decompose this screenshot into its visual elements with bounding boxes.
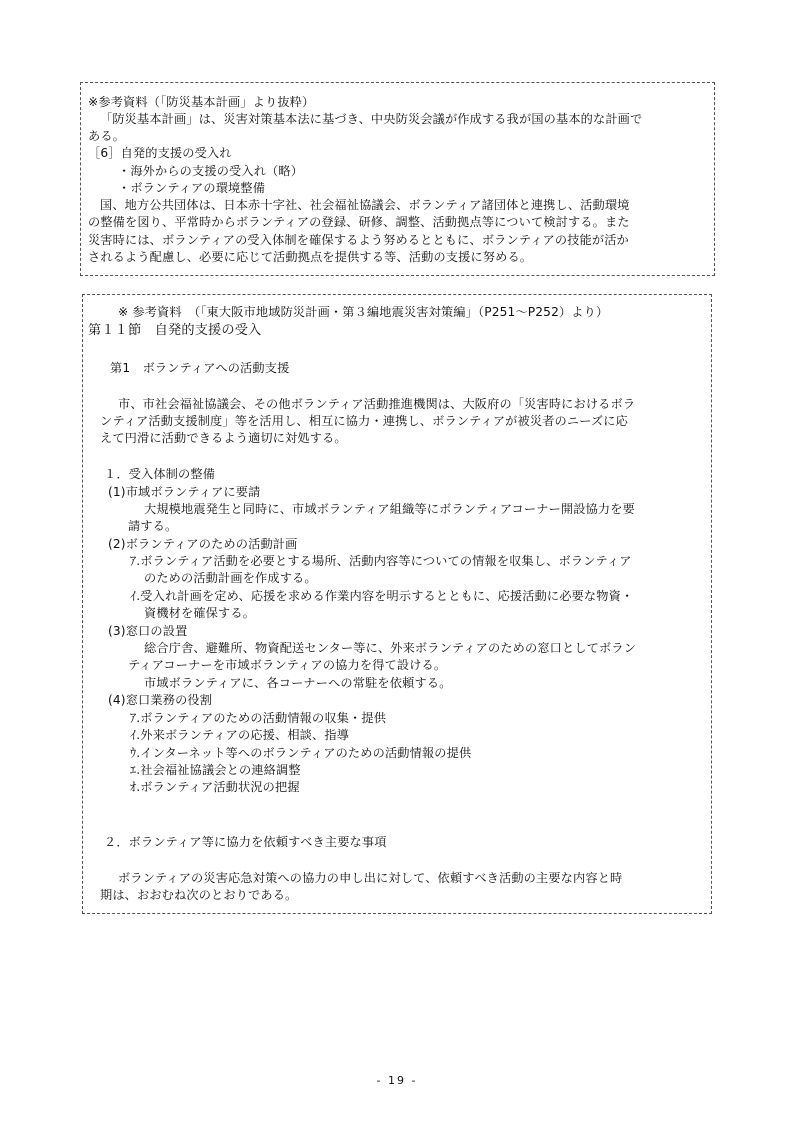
body-line: ある。 (88, 129, 126, 143)
heading-1: １．受入体制の整備 (104, 467, 216, 481)
body-line: えて円滑に活動できるよう適切に対処する。 (100, 431, 347, 445)
bullet-item: ・海外からの支援の受入れ（略） (118, 164, 304, 178)
body-line: 「防災基本計画」は、災害対策基本法に基づき、中央防災会議が作成する我が国の基本的な計画で (100, 112, 643, 126)
reference-heading: ※参考資料（「防災基本計画」より抜粋） (88, 95, 315, 109)
body-line: の整備を図り、平常時からボランティアの登録、研修、調整、活動拠点等について検討する。また (88, 215, 630, 229)
item-heading: (1)市域ボランティアに要請 (108, 485, 261, 499)
bullet-item: ・ボランティアの環境整備 (118, 181, 266, 195)
body-line: のための活動計画を作成する。 (144, 571, 317, 585)
sub-item: ｲ.外来ボランティアの応援、相談、指導 (130, 728, 350, 742)
reference-heading: ※ 参考資料 （「東大阪市地域防災計画・第３編地震災害対策編」（P251～P252）より） (118, 305, 609, 319)
body-line: 市、市社会福祉協議会、その他ボランティア活動推進機関は、大阪府の「災害時におけるボラ (118, 397, 636, 411)
body-line: 国、地方公共団体は、日本赤十字社、社会福祉協議会、ボランティア諸団体と連携し、活動環境 (100, 198, 630, 212)
body-line: ティアコーナーを市域ボランティアの協力を得て設ける。 (128, 658, 447, 672)
excerpt-box-higashiosaka-plan (82, 294, 712, 914)
body-line: ボランティアの災害応急対策への協力の申し出に対して、依頼すべき活動の主要な内容と時 (118, 871, 623, 885)
body-line: 資機材を確保する。 (144, 606, 256, 620)
body-line: 総合庁舎、避難所、物資配送センター等に、外来ボランティアのための窓口としてボラン (144, 641, 637, 655)
sub-item: ｳ.インターネット等へのボランティアのための活動情報の提供 (130, 746, 472, 760)
section-heading: ［6］自発的支援の受入れ (88, 146, 232, 160)
item-heading: (2)ボランティアのための活動計画 (108, 537, 298, 551)
body-line: 請する。 (128, 519, 178, 533)
sub-item: ｴ.社会福祉協議会との連絡調整 (130, 763, 301, 777)
body-line: 大規模地震発生と同時に、市域ボランティア組織等にボランティアコーナー開設協力を要 (144, 502, 635, 516)
body-line: 市域ボランティアに、各コーナーへの常駐を依頼する。 (144, 676, 452, 690)
body-line: されるよう配慮し、必要に応じて活動拠点を提供する等、活動の支援に努める。 (88, 250, 533, 264)
body-line: ンティア活動支援制度」等を活用し、相互に協力・連携し、ボランティアが被災者のニーズに応 (100, 414, 628, 428)
sub-item: ｵ.ボランティア活動状況の把握 (130, 780, 300, 794)
sub-item: ｱ.ボランティア活動を必要とする場所、活動内容等についての情報を収集し、ボランティア (130, 554, 632, 568)
page-number: - 19 - (376, 1074, 418, 1087)
body-line: 災害時には、ボランティアの受入体制を確保するよう努めるとともに、ボランティアの技能が活か (88, 233, 629, 247)
subsection-title: 第1 ボランティアへの活動支援 (110, 361, 290, 375)
sub-item: ｱ.ボランティアのための活動情報の収集・提供 (130, 711, 387, 725)
sub-item: ｲ.受入れ計画を定め、応援を求める作業内容を明示するとともに、応援活動に必要な物資・ (130, 589, 634, 603)
item-heading: (3)窓口の設置 (108, 624, 188, 638)
section-title: 第１１節 自発的支援の受入 (88, 323, 262, 338)
body-line: 期は、おおむね次のとおりである。 (100, 888, 298, 902)
heading-2: ２．ボランティア等に協力を依頼すべき主要な事項 (104, 835, 387, 849)
item-heading: (4)窓口業務の役割 (108, 693, 213, 707)
